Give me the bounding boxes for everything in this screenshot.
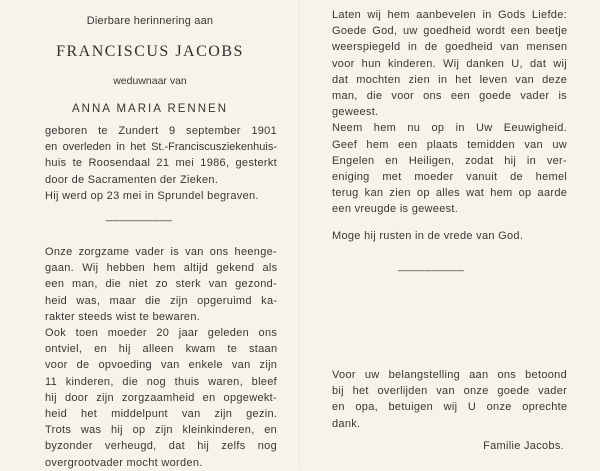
relation-text: weduwnaar van [113, 75, 187, 87]
tribute-line: overgrootvader mocht worden. [45, 456, 203, 469]
tribute-line: gaan. Wij hebben hem altijd gekend als [45, 262, 278, 275]
thanks-line: dank. [332, 417, 361, 430]
intro-text: Dierbare herinnering aan [86, 15, 214, 27]
tribute-line: een man, die niet zo sterk van gezond- [45, 278, 277, 291]
prayer-line: geweest. [332, 106, 379, 119]
divider: __________ [106, 210, 173, 222]
prayer-line: terug kan zien op alles wat hem op aarde [332, 187, 568, 200]
left-panel [0, 0, 300, 469]
thanks-line: Voor uw belangstelling aan ons betoond [332, 369, 567, 381]
spouse-name: ANNA MARIA RENNEN [71, 103, 229, 115]
prayer-line: Laten wij hem aanbevelen in Gods Liefde: [332, 9, 567, 21]
prayer-text [332, 7, 567, 218]
tribute-line: voor de opvoeding van enkele van zijn [45, 359, 278, 372]
prayer-line: Engelen en Heiligen, zodat hij in ver- [332, 154, 567, 167]
tribute-line: heid het middelpunt van zijn gezin. [45, 408, 278, 421]
signature: Familie Jacobs. [483, 440, 564, 452]
farewell-line: Moge hij rusten in de vrede van God. [332, 230, 524, 242]
prayer-line: eniging met moeder vanuit de hemel [332, 171, 568, 184]
prayer-line: man, die voor ons een goede vader is [332, 90, 567, 103]
right-panel [300, 0, 600, 469]
tribute-line: 11 kinderen, die nog thuis waren, bleef [45, 375, 277, 388]
tribute-line: heid was, maar die zijn opgeruimd ka- [45, 294, 278, 307]
biography [45, 123, 277, 204]
prayer-line: dat mochten zien in het leven van deze [332, 73, 568, 86]
thanks-line: bij het overlijden van onze goede vader [332, 385, 568, 398]
farewell-text [332, 228, 523, 244]
prayer-line: Neem hem nu op in Uw Eeuwigheid. [332, 122, 567, 135]
prayer-line: een vreugde is geweest. [332, 203, 459, 216]
thanks-text [332, 367, 567, 432]
tribute-line: Onze zorgzame vader is van ons heenge- [45, 246, 277, 258]
bio-line: huis te Roosendaal 21 mei 1986, gesterkt [45, 157, 278, 170]
tribute-line: byzonder verheugd, dat hij zelfs nog [45, 440, 277, 453]
prayer-line: Goede God, uw goedheid wordt een beetje [332, 25, 568, 38]
tribute-line: hij door zijn zorgzaamheid en opgewekt- [45, 391, 277, 404]
tribute-line: Trots was hij op zijn kleinkinderen, en [45, 424, 278, 437]
tribute-line: Ook toen moeder 20 jaar geleden ons [45, 327, 278, 340]
prayer-line: weerspiegeld in de goedheid van mensen [332, 41, 568, 54]
bio-line: door de Sacramenten der Zieken. [45, 173, 219, 186]
tribute-line: ontviel, en hij alleen kwam te staan [45, 343, 278, 356]
bio-line: en overleden in het St.-Franciscusziekenhuis- [45, 141, 277, 154]
prayer-line: Geef hem een plaats temidden van uw [332, 138, 567, 151]
thanks-line: en opa, betuigen wij U onze oprechte [332, 401, 568, 414]
deceased-name: FRANCISCUS JACOBS [56, 43, 244, 60]
bio-line: Hij werd op 23 mei in Sprundel begraven. [45, 189, 259, 202]
divider: __________ [398, 260, 465, 272]
bio-line: geboren te Zundert 9 september 1901 [45, 125, 277, 137]
tribute-line: rakter steeds wist te bewaren. [45, 310, 201, 323]
tribute-text [45, 244, 277, 471]
prayer-line: voor hun kinderen. Wij danken U, dat wij [332, 57, 567, 70]
